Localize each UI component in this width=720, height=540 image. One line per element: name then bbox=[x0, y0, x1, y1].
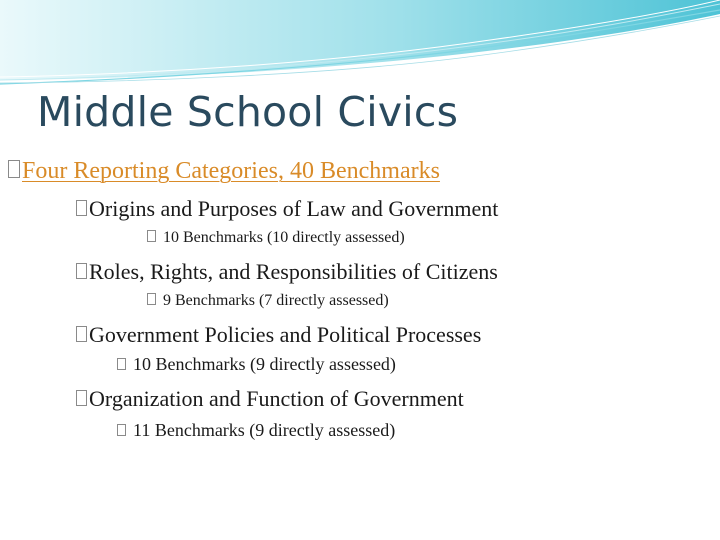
category-item bbox=[76, 259, 498, 285]
bullet-icon bbox=[76, 200, 87, 216]
category-detail bbox=[117, 420, 395, 441]
category-detail bbox=[117, 354, 396, 375]
category-label: Organization and Function of Government bbox=[89, 386, 464, 411]
header-wave-decoration bbox=[0, 0, 720, 90]
bullet-icon bbox=[76, 263, 87, 279]
reporting-heading-text: Four Reporting Categories, 40 Benchmarks bbox=[22, 158, 440, 184]
bullet-icon bbox=[76, 390, 87, 406]
bullet-icon bbox=[8, 160, 20, 178]
category-detail-text: 10 Benchmarks (10 directly assessed) bbox=[163, 229, 405, 246]
bullet-icon bbox=[117, 358, 126, 370]
slide-title: Middle School Civics bbox=[37, 88, 459, 136]
category-detail-text: 11 Benchmarks (9 directly assessed) bbox=[133, 420, 396, 440]
bullet-icon bbox=[117, 424, 126, 436]
reporting-heading bbox=[8, 158, 440, 185]
category-detail-text: 10 Benchmarks (9 directly assessed) bbox=[133, 354, 396, 374]
bullet-icon bbox=[147, 230, 156, 242]
bullet-icon bbox=[76, 326, 87, 342]
bullet-icon bbox=[147, 293, 156, 305]
category-detail bbox=[147, 229, 405, 247]
category-label: Origins and Purposes of Law and Government bbox=[89, 196, 499, 221]
category-detail-text: 9 Benchmarks (7 directly assessed) bbox=[163, 292, 389, 309]
category-item bbox=[76, 322, 481, 348]
category-detail bbox=[147, 292, 389, 310]
category-item bbox=[76, 386, 464, 412]
category-item bbox=[76, 196, 498, 222]
category-label: Government Policies and Political Processes bbox=[89, 322, 482, 347]
category-label: Roles, Rights, and Responsibilities of Citizens bbox=[89, 259, 498, 284]
